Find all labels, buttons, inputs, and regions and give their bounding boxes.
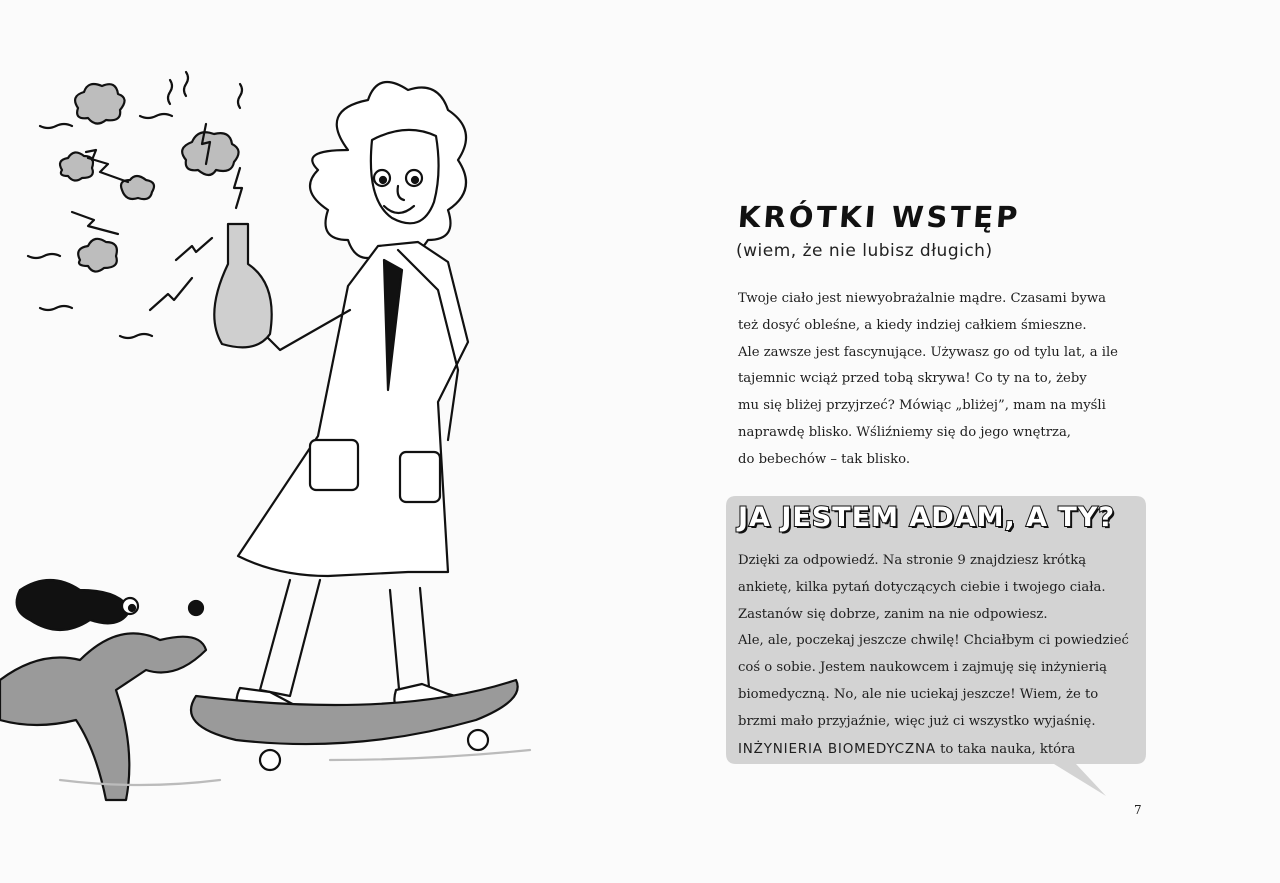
bubble-body: [738, 548, 1143, 763]
bubble-line: biomedyczną. No, ale nie uciekaj jeszcze! Wiem, że to: [738, 686, 1099, 702]
bubble-line-last: [738, 736, 1143, 764]
illustration: [0, 60, 600, 830]
scientist-skateboard-illustration: [0, 60, 600, 830]
bubble-line: coś o sobie. Jestem naukowcem i zajmuję się inżynierią: [738, 660, 1107, 676]
bubble-heading: JA JESTEM ADAM, A TY?: [738, 502, 1116, 533]
intro-paragraph: [738, 286, 1178, 474]
page-number: 7: [1134, 803, 1142, 817]
smoke-clouds: [60, 84, 239, 272]
intro-line: Ale zawsze jest fascynujące. Używasz go od tylu lat, a ile: [738, 344, 1118, 360]
bubble-line: Dzięki za odpowiedź. Na stronie 9 znajdziesz krótką: [738, 553, 1087, 568]
intro-line: mu się bliżej przyjrzeć? Mówiąc „bliżej”, mam na myśli: [738, 398, 1106, 414]
section-title: KRÓTKI WSTĘP: [736, 200, 1022, 234]
speech-bubble: [724, 494, 1148, 766]
intro-line: Twoje ciało jest niewyobrażalnie mądre. Czasami bywa: [738, 291, 1106, 306]
bubble-line-rest: to taka nauka, która: [935, 741, 1076, 757]
bubble-line: ankietę, kilka pytań dotyczących ciebie i twojego ciała.: [738, 579, 1106, 595]
intro-line: też dosyć obleśne, a kiedy indziej całkiem śmieszne.: [738, 317, 1087, 333]
intro-line: tajemnic wciąż przed tobą skrywa! Co ty na to, żeby: [738, 371, 1087, 387]
bubble-line: Ale, ale, poczekaj jeszcze chwilę! Chciałbym ci powiedzieć: [738, 633, 1129, 649]
intro-line: do bebechów – tak blisko.: [738, 451, 911, 467]
intro-line: naprawdę blisko. Wśliźniemy się do jego wnętrza,: [738, 424, 1071, 440]
section-subtitle: (wiem, że nie lubisz długich): [736, 241, 993, 261]
bubble-line: Zastanów się dobrze, zanim na nie odpowiesz.: [738, 606, 1048, 622]
bubble-line: brzmi mało przyjaźnie, więc już ci wszystko wyjaśnię.: [738, 713, 1096, 729]
highlighted-term: INŻYNIERIA BIOMEDYCZNA: [738, 740, 936, 757]
